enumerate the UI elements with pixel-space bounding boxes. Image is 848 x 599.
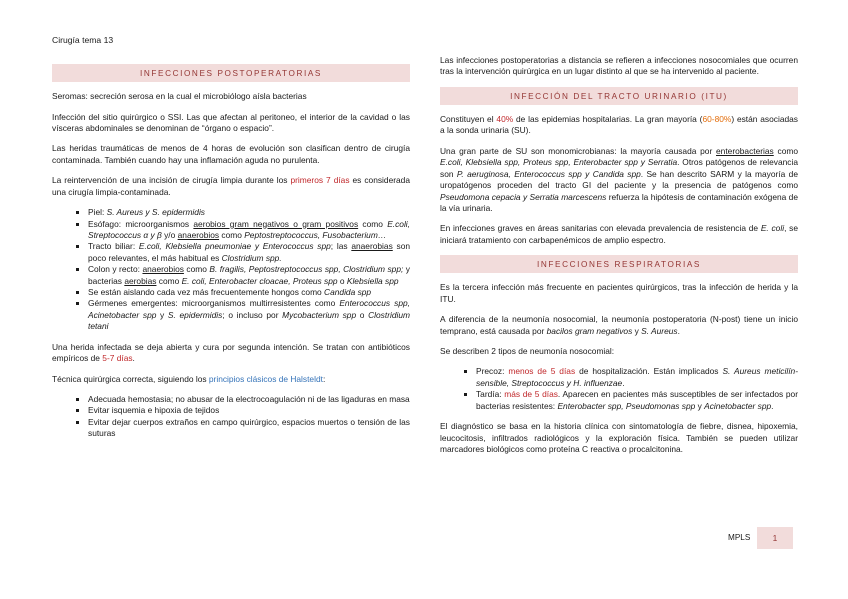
list-item: ▪ Evitar isquemia e hipoxia de tejidos: [88, 405, 410, 416]
paragraph-tecnica-quirurgica: Técnica quirúrgica correcta, siguiendo los principios clásicos de Halsteldt:: [52, 373, 326, 384]
document-header-label: Cirugía tema 13: [52, 35, 114, 45]
paragraph-herida-infectada: Una herida infectada se deja abierta y cura por segunda intención. Se tratan con antibióticos empíricos de 5-7 días.: [52, 341, 410, 364]
paragraph-seromas: Seromas: secreción serosa en la cual el microbiólogo aísla bacterias: [52, 91, 307, 102]
list-item: ▪ Adecuada hemostasia; no abusar de la electrocoagulación ni de las ligaduras en masa: [88, 394, 410, 405]
paragraph-distancia: Las infecciones postoperatorias a distancia se refieren a infecciones nosocomiales que ocurren tras la intervención quirúrgica en un lugar distinto al que se ha intervenido al paciente.: [440, 55, 798, 77]
paragraph-ssi: Infección del sitio quirúrgico o SSI. Las que afectan al peritoneo, el interior de la cavidad o las vísceras abdominales se denominan de “órgano o espacio”.: [52, 111, 410, 133]
list-principios-halsteldt: [52, 394, 410, 440]
paragraph-resp-diagnostico: El diagnóstico se basa en la historia clínica con sintomatología de fiebre, disnea, hipoxemia, leucocitosis, infiltrados radiológicos y la exploración física. También se pueden utilizar marcadores biológicos como proteína C reactiva o procalcitonina.: [440, 421, 798, 455]
list-item: ▪ Evitar dejar cuerpos extraños en campo quirúrgico, espacios muertos o tensión de las suturas: [88, 417, 410, 440]
paragraph-itu-graves: En infecciones graves en áreas sanitarias con elevada prevalencia de resistencia de E. coli, se iniciará tratamiento con carbapenémicos de amplio espectro.: [440, 223, 799, 245]
footer-author-label: MPLS: [728, 533, 751, 542]
paragraph-reintervencion: La reintervención de una incisión de cirugía limpia durante los primeros 7 días es considerada una cirugía limpia-contaminada.: [52, 175, 410, 197]
page-number-badge: 1: [757, 527, 793, 549]
list-item: ▪ Se están aislando cada vez más frecuentemente hongos como Candida spp: [88, 287, 410, 298]
list-item: ▪ Gérmenes emergentes: microorganismos multirresistentes como Enterococcus spp, Acinetobacter spp y S. epidermidis; o incluso por Mycobacterium spp o Clostridium tetani: [88, 298, 410, 332]
section-banner-postoperatorias: INFECCIONES POSTOPERATORIAS: [52, 64, 410, 82]
left-column: [52, 64, 410, 449]
list-item: ▪ Piel: S. Aureus y S. epidermidis: [88, 207, 410, 218]
section-banner-itu: INFECCIÓN DEL TRACTO URINARIO (ITU): [440, 87, 798, 105]
section-banner-respiratorias: INFECCIONES RESPIRATORIAS: [440, 255, 798, 273]
paragraph-resp-tipos: Se describen 2 tipos de neumonía nosocomial:: [440, 346, 615, 357]
list-item: ▪ Colon y recto: anaerobios como B. fragilis, Peptostreptococcus spp, Clostridium spp; y bacterias aerobias como E. coli, Enterobacter cloacae, Proteus spp o Klebsiella spp: [88, 264, 410, 287]
list-item: ▪ Precoz: menos de 5 días de hospitalización. Están implicados S. Aureus meticilín-sensible, Streptococcus y H. influenzae.: [476, 366, 798, 389]
list-microorganismos: [52, 207, 410, 333]
list-item: ▪ Esófago: microorganismos aerobios gram negativos o gram positivos como E.coli, Streptococcus α y β y/o anaerobios como Peptostreptococcus, Fusobacterium…: [88, 219, 410, 242]
paragraph-resp-neumonia: A diferencia de la neumonía nosocomial, la neumonía postoperatoria (N-post) tiene un inicio temprano, está causada por bacilos gram negativos y S. Aureus.: [440, 314, 798, 336]
list-tipos-neumonia: [440, 366, 798, 412]
paragraph-itu-epidemias: Constituyen el 40% de las epidemias hospitalarias. La gran mayoría (60-80%) están asociadas a la sonda urinaria (SU).: [440, 114, 798, 136]
right-column: [440, 55, 798, 464]
list-item: ▪ Tardía: más de 5 días. Aparecen en pacientes más susceptibles de ser infectados por bacterias resistentes: Enterobacter spp, Pseudomonas spp y Acinetobacter spp.: [476, 389, 798, 412]
paragraph-itu-monomicrobianas: Una gran parte de SU son monomicrobianas: la mayoría causada por enterobacterias como E.coli, Klebsiella spp, Proteus spp, Enterobacter spp y Serratia. Otros patógenos de relevancia son P. aeruginosa, Enterococcus spp y Candida spp. Se han descrito SARM y la mayoría de uropatógenos proceden del tracto GI del paciente y la presencia de patógenos como Pseudomona cepacia y Serratia marcescens refuerza la hipótesis de contaminación exógena de la vía urinaria.: [440, 145, 799, 213]
paragraph-heridas-traumaticas: Las heridas traumáticas de menos de 4 horas de evolución son clasifican dentro de cirugía contaminada. También cuando hay una inflamación aguda no purulenta.: [52, 143, 410, 165]
paragraph-resp-tercera: Es la tercera infección más frecuente en pacientes quirúrgicos, tras la infección de herida y la ITU.: [440, 282, 798, 304]
list-item: ▪ Tracto biliar: E.coli, Klebsiella pneumoniae y Enterococcus spp; las anaerobias son poco relevantes, el más habitual es Clostridium spp.: [88, 241, 410, 264]
